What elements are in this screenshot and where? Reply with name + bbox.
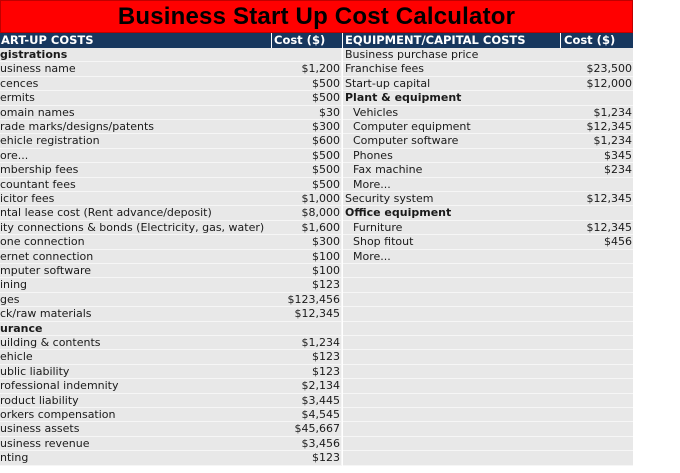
empty-cell[interactable] bbox=[561, 365, 633, 379]
equipment-cost-label-cell[interactable]: Security system bbox=[343, 192, 561, 206]
equipment-cost-value-cell[interactable]: $12,345 bbox=[561, 192, 633, 206]
empty-cell[interactable] bbox=[561, 350, 633, 364]
equipment-cost-label-cell[interactable]: Franchise fees bbox=[343, 62, 561, 76]
empty-cell[interactable] bbox=[561, 394, 633, 408]
startup-cost-value-cell[interactable]: $30 bbox=[272, 106, 342, 120]
equipment-cost-value-cell[interactable] bbox=[561, 206, 633, 220]
startup-cost-label-cell[interactable]: ehicle bbox=[0, 350, 272, 364]
empty-cell[interactable] bbox=[561, 408, 633, 422]
empty-cell[interactable] bbox=[343, 422, 561, 436]
startup-cost-label-cell[interactable]: usiness name bbox=[0, 62, 272, 76]
startup-cost-value-cell[interactable]: $12,345 bbox=[272, 307, 342, 321]
column-header-equipment-costs: EQUIPMENT/CAPITAL COSTS bbox=[343, 33, 561, 48]
startup-cost-value-cell[interactable]: $3,456 bbox=[272, 437, 342, 451]
column-header-right-cost: Cost ($) bbox=[561, 33, 633, 48]
startup-cost-value-cell[interactable]: $4,545 bbox=[272, 408, 342, 422]
startup-cost-value-cell[interactable]: $500 bbox=[272, 77, 342, 91]
startup-cost-label-cell[interactable]: ining bbox=[0, 278, 272, 292]
startup-cost-label-cell[interactable]: nting bbox=[0, 451, 272, 465]
startup-cost-value-cell[interactable]: $8,000 bbox=[272, 206, 342, 220]
startup-cost-label-cell[interactable]: ore... bbox=[0, 149, 272, 163]
startup-cost-label-cell[interactable]: ck/raw materials bbox=[0, 307, 272, 321]
equipment-cost-value-cell[interactable] bbox=[561, 250, 633, 264]
empty-cell[interactable] bbox=[343, 408, 561, 422]
equipment-cost-value-cell[interactable]: $456 bbox=[561, 235, 633, 249]
equipment-cost-value-cell[interactable] bbox=[561, 91, 633, 105]
page-title: Business Start Up Cost Calculator bbox=[117, 2, 516, 30]
startup-cost-label-cell[interactable]: uilding & contents bbox=[0, 336, 272, 350]
equipment-cost-label-cell[interactable]: Business purchase price bbox=[343, 48, 561, 62]
equipment-cost-label-cell[interactable]: More... bbox=[343, 178, 561, 192]
startup-cost-label-cell[interactable]: ernet connection bbox=[0, 250, 272, 264]
equipment-cost-label-cell[interactable]: Computer software bbox=[343, 134, 561, 148]
empty-cell[interactable] bbox=[561, 422, 633, 436]
startup-cost-value-cell[interactable]: $1,000 bbox=[272, 192, 342, 206]
empty-cell[interactable] bbox=[561, 278, 633, 292]
startup-cost-value-cell[interactable]: $123 bbox=[272, 350, 342, 364]
equipment-cost-value-cell[interactable]: $23,500 bbox=[561, 62, 633, 76]
equipment-cost-value-cell[interactable]: $234 bbox=[561, 163, 633, 177]
empty-cell[interactable] bbox=[561, 437, 633, 451]
startup-cost-label-cell[interactable]: mputer software bbox=[0, 264, 272, 278]
empty-cell[interactable] bbox=[343, 293, 561, 307]
startup-cost-value-cell[interactable]: $100 bbox=[272, 264, 342, 278]
startup-cost-value-cell[interactable] bbox=[272, 48, 342, 62]
startup-cost-label-cell[interactable]: rofessional indemnity bbox=[0, 379, 272, 393]
equipment-cost-value-cell[interactable] bbox=[561, 178, 633, 192]
equipment-cost-label-cell[interactable]: Furniture bbox=[343, 221, 561, 235]
calculator-title-banner bbox=[0, 0, 633, 33]
startup-cost-value-cell[interactable]: $1,600 bbox=[272, 221, 342, 235]
equipment-cost-value-cell[interactable]: $1,234 bbox=[561, 106, 633, 120]
startup-cost-value-cell[interactable]: $123 bbox=[272, 278, 342, 292]
startup-cost-label-cell[interactable]: icitor fees bbox=[0, 192, 272, 206]
empty-cell[interactable] bbox=[561, 307, 633, 321]
startup-cost-label-cell[interactable]: orkers compensation bbox=[0, 408, 272, 422]
startup-cost-value-cell[interactable]: $45,667 bbox=[272, 422, 342, 436]
equipment-cost-label-cell[interactable]: Shop fitout bbox=[343, 235, 561, 249]
startup-cost-value-cell[interactable]: $500 bbox=[272, 163, 342, 177]
startup-cost-value-cell[interactable]: $1,200 bbox=[272, 62, 342, 76]
startup-cost-value-cell[interactable]: $300 bbox=[272, 235, 342, 249]
equipment-cost-value-cell[interactable]: $1,234 bbox=[561, 134, 633, 148]
equipment-cost-value-cell[interactable]: $12,000 bbox=[561, 77, 633, 91]
equipment-cost-label-cell[interactable]: Fax machine bbox=[343, 163, 561, 177]
empty-cell[interactable] bbox=[343, 278, 561, 292]
empty-cell[interactable] bbox=[343, 379, 561, 393]
startup-cost-label-cell[interactable]: omain names bbox=[0, 106, 272, 120]
empty-cell[interactable] bbox=[561, 293, 633, 307]
startup-cost-value-cell[interactable]: $300 bbox=[272, 120, 342, 134]
equipment-cost-label-cell[interactable]: Plant & equipment bbox=[343, 91, 561, 105]
startup-cost-label-cell[interactable]: mbership fees bbox=[0, 163, 272, 177]
startup-cost-label-cell[interactable]: gistrations bbox=[0, 48, 272, 62]
startup-cost-value-cell[interactable]: $500 bbox=[272, 91, 342, 105]
startup-cost-value-cell[interactable]: $123 bbox=[272, 365, 342, 379]
startup-cost-label-cell[interactable]: usiness assets bbox=[0, 422, 272, 436]
empty-cell[interactable] bbox=[343, 336, 561, 350]
startup-cost-value-cell[interactable]: $500 bbox=[272, 149, 342, 163]
equipment-cost-value-cell[interactable]: $12,345 bbox=[561, 221, 633, 235]
column-header-left-cost: Cost ($) bbox=[272, 33, 343, 48]
empty-cell[interactable] bbox=[561, 322, 633, 336]
empty-cell[interactable] bbox=[561, 264, 633, 278]
equipment-cost-label-cell[interactable]: Computer equipment bbox=[343, 120, 561, 134]
startup-cost-label-cell[interactable]: ermits bbox=[0, 91, 272, 105]
empty-cell[interactable] bbox=[343, 365, 561, 379]
spreadsheet-grid bbox=[0, 33, 633, 473]
startup-cost-value-cell[interactable]: $123,456 bbox=[272, 293, 342, 307]
startup-cost-label-cell[interactable]: countant fees bbox=[0, 178, 272, 192]
startup-cost-label-cell[interactable]: ges bbox=[0, 293, 272, 307]
startup-cost-label-cell[interactable]: rade marks/designs/patents bbox=[0, 120, 272, 134]
equipment-cost-label-cell[interactable]: More... bbox=[343, 250, 561, 264]
empty-cell[interactable] bbox=[561, 451, 633, 465]
equipment-cost-value-cell[interactable]: $12,345 bbox=[561, 120, 633, 134]
startup-cost-value-cell[interactable]: $123 bbox=[272, 451, 342, 465]
equipment-cost-label-cell[interactable]: Start-up capital bbox=[343, 77, 561, 91]
startup-cost-label-cell[interactable]: one connection bbox=[0, 235, 272, 249]
startup-cost-label-cell[interactable]: ublic liability bbox=[0, 365, 272, 379]
startup-cost-value-cell[interactable]: $100 bbox=[272, 250, 342, 264]
empty-cell[interactable] bbox=[343, 350, 561, 364]
empty-cell[interactable] bbox=[561, 336, 633, 350]
startup-cost-value-cell[interactable]: $1,234 bbox=[272, 336, 342, 350]
empty-cell[interactable] bbox=[561, 379, 633, 393]
empty-cell[interactable] bbox=[343, 264, 561, 278]
startup-cost-value-cell[interactable]: $2,134 bbox=[272, 379, 342, 393]
equipment-cost-value-cell[interactable] bbox=[561, 48, 633, 62]
empty-cell[interactable] bbox=[343, 451, 561, 465]
startup-cost-label-cell[interactable]: cences bbox=[0, 77, 272, 91]
empty-cell[interactable] bbox=[343, 437, 561, 451]
startup-cost-label-cell[interactable]: ntal lease cost (Rent advance/deposit) bbox=[0, 206, 272, 220]
startup-cost-label-cell[interactable]: ehicle registration bbox=[0, 134, 272, 148]
startup-cost-value-cell[interactable]: $500 bbox=[272, 178, 342, 192]
equipment-cost-label-cell[interactable]: Office equipment bbox=[343, 206, 561, 220]
equipment-cost-label-cell[interactable]: Vehicles bbox=[343, 106, 561, 120]
startup-cost-label-cell[interactable]: urance bbox=[0, 322, 272, 336]
startup-cost-value-cell[interactable]: $600 bbox=[272, 134, 342, 148]
equipment-cost-label-cell[interactable]: Phones bbox=[343, 149, 561, 163]
startup-cost-label-cell[interactable]: usiness revenue bbox=[0, 437, 272, 451]
column-header-startup-costs: ART-UP COSTS bbox=[0, 33, 272, 48]
empty-cell[interactable] bbox=[343, 322, 561, 336]
startup-cost-value-cell[interactable] bbox=[272, 322, 342, 336]
empty-cell[interactable] bbox=[343, 307, 561, 321]
startup-cost-label-cell[interactable]: roduct liability bbox=[0, 394, 272, 408]
equipment-cost-value-cell[interactable]: $345 bbox=[561, 149, 633, 163]
startup-cost-label-cell[interactable]: ity connections & bonds (Electricity, gas, water) bbox=[0, 221, 272, 235]
empty-cell[interactable] bbox=[343, 394, 561, 408]
startup-cost-value-cell[interactable]: $3,445 bbox=[272, 394, 342, 408]
